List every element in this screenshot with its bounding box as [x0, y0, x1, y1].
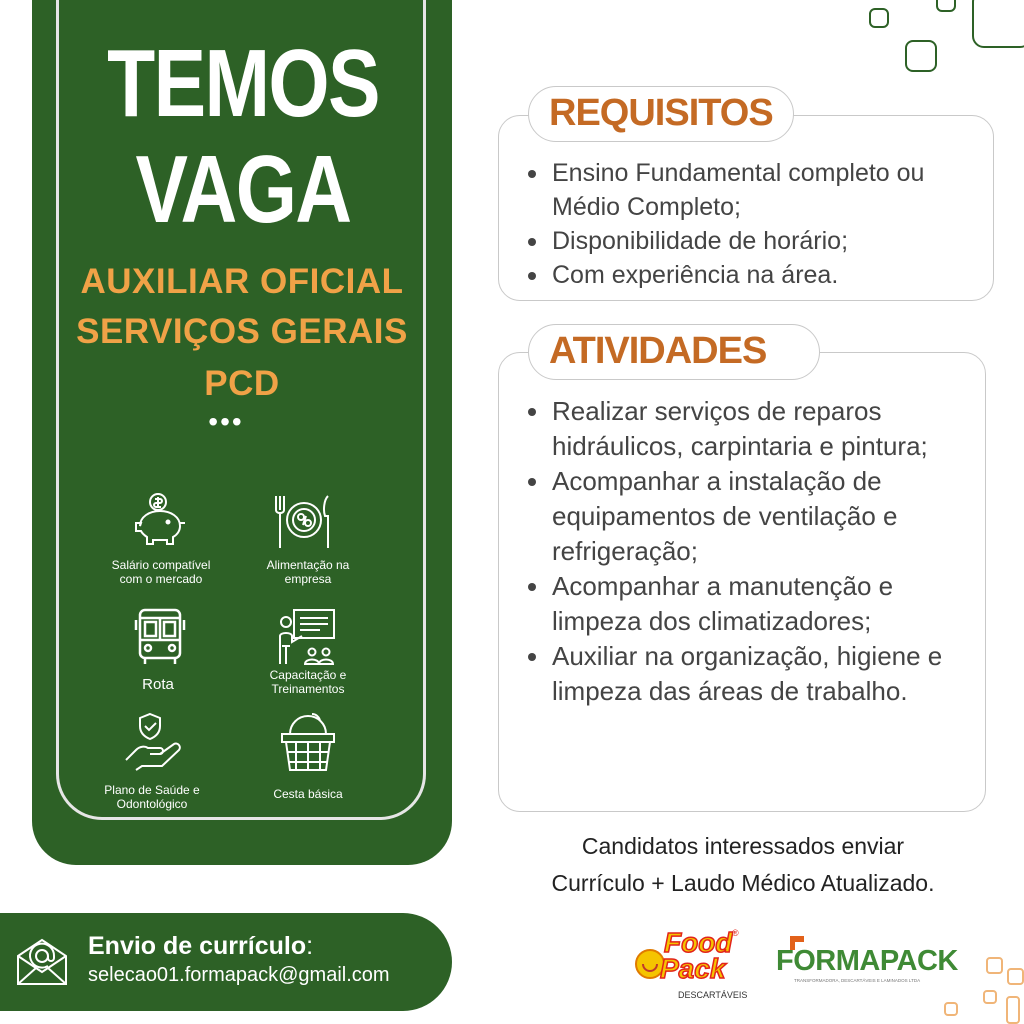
- headline-line-2: VAGA: [135, 136, 351, 243]
- list-item: Com experiência na área.: [524, 258, 984, 292]
- requirements-list: [524, 156, 984, 292]
- benefit-label-basket: Cesta básica: [273, 787, 343, 801]
- formapack-logo-text: FORMAPACK: [776, 945, 958, 977]
- headline-line-1: TEMOS: [107, 30, 379, 137]
- benefit-label-training: Capacitação e Treinamentos: [269, 668, 347, 696]
- benefit-label-meal: Alimentação na empresa: [266, 558, 350, 586]
- requirements-title: REQUISITOS: [528, 86, 794, 142]
- decor-square: [1006, 996, 1020, 1024]
- list-item: Ensino Fundamental completo ou Médio Completo;: [524, 156, 984, 224]
- application-instructions: [500, 828, 986, 902]
- bus-icon: [128, 604, 192, 668]
- list-item: Acompanhar a manutenção e limpeza dos climatizadores;: [524, 569, 972, 639]
- decor-square: [905, 40, 937, 72]
- activities-list: [524, 394, 972, 709]
- position-title-line-2: SERVIÇOS GERAIS: [76, 312, 408, 351]
- decor-square: [936, 0, 956, 12]
- foodpack-logo-top: Food: [664, 927, 733, 958]
- list-item: Disponibilidade de horário;: [524, 224, 984, 258]
- piggy-bank-icon: [128, 490, 192, 554]
- decor-square: [944, 1002, 958, 1016]
- decor-square: [986, 957, 1003, 974]
- cta-line-1: Candidatos interessados enviar: [581, 833, 905, 859]
- foodpack-logo: [620, 922, 770, 1002]
- formapack-logo: [772, 932, 962, 992]
- decor-square: [972, 0, 1024, 48]
- position-title-line-3: PCD: [204, 364, 280, 403]
- benefit-label-health: Plano de Saúde e Odontológico: [104, 783, 200, 811]
- envelope-at-icon: [14, 936, 70, 988]
- ellipsis-dots: •••: [208, 406, 244, 437]
- training-icon: [274, 606, 338, 670]
- list-item: Acompanhar a instalação de equipamentos de ventilação e refrigeração;: [524, 464, 972, 569]
- decor-square: [983, 990, 997, 1004]
- cta-line-2: Currículo + Laudo Médico Atualizado.: [551, 870, 935, 896]
- formapack-logo-sub: TRANSFORMADORA, DESCARTÁVEIS E LAMINADOS LTDA: [794, 978, 921, 983]
- svg-text:®: ®: [732, 928, 739, 938]
- list-item: Auxiliar na organização, higiene e limpeza das áreas de trabalho.: [524, 639, 972, 709]
- decor-square: [1007, 968, 1024, 985]
- benefit-label-salary: Salário compatível com o mercado: [111, 558, 211, 586]
- list-item: Realizar serviços de reparos hidráulicos, carpintaria e pintura;: [524, 394, 972, 464]
- foodpack-logo-sub: DESCARTÁVEIS: [678, 990, 748, 1000]
- foodpack-logo-bottom: Pack: [660, 953, 726, 984]
- email-address-link[interactable]: selecao01.formapack@gmail.com: [88, 964, 390, 986]
- health-hand-icon: [122, 710, 186, 774]
- position-title-line-1: AUXILIAR OFICIAL: [80, 262, 404, 301]
- decor-square: [869, 8, 889, 28]
- basket-icon: [276, 710, 340, 774]
- meal-icon: [270, 490, 334, 554]
- benefit-label-route: Rota: [142, 676, 174, 693]
- email-title: Envio de currículo:: [88, 932, 314, 960]
- activities-title: ATIVIDADES: [528, 324, 820, 380]
